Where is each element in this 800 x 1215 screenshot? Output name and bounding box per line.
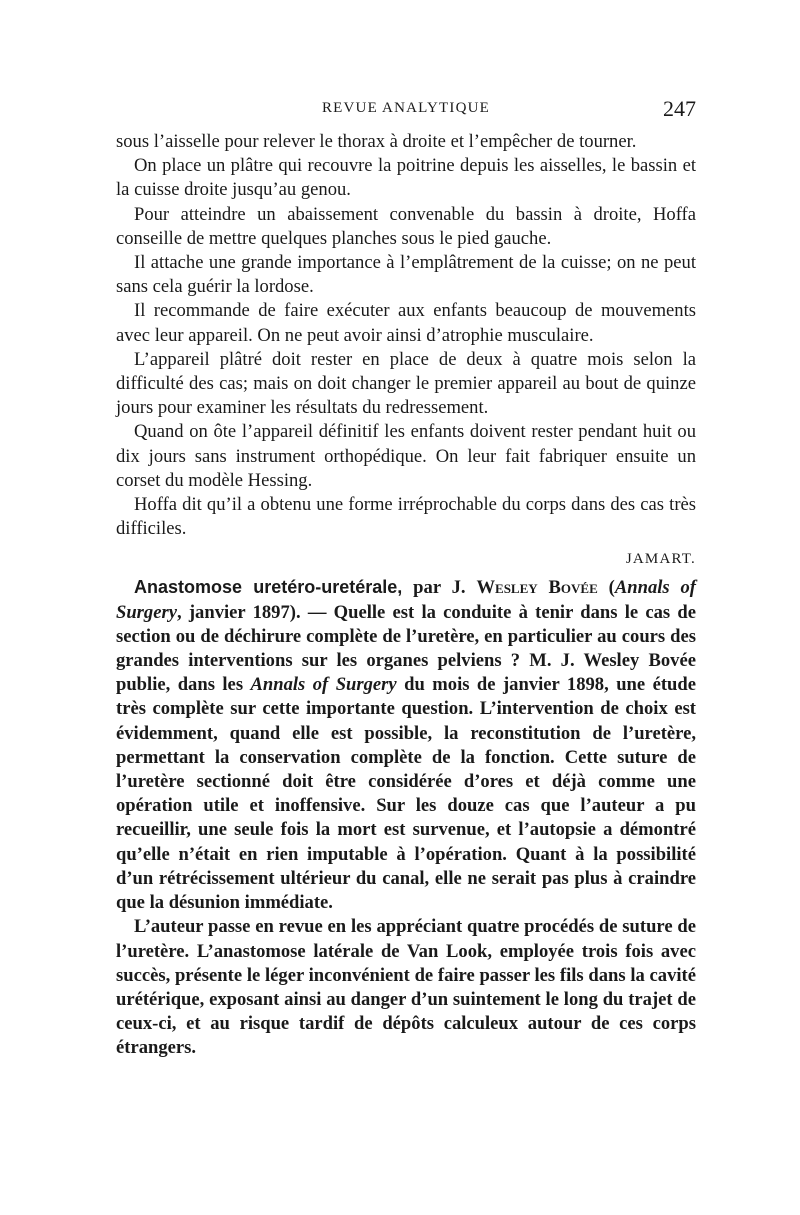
author-signature: JAMART. xyxy=(625,551,696,568)
article-journal-ref: Annals of Surgery xyxy=(250,674,397,696)
paragraph: Il recommande de faire exécuter aux enfants beaucoup de mouvements avec leur appareil. On ne peut avoir ainsi d’atrophie musculaire. xyxy=(116,300,696,346)
paragraph: L’auteur passe en revue en les appréciant quatre procédés de suture de l’uretère. L’anastomose latérale de Van Look, employée trois fois avec succès, présente le léger inconvénient de faire passer les fils dans la cavité urétérique, exposant ainsi au danger d’un suintement le long du trajet de ceux-ci, et au risque tardif de dépôts calculeux autour de ces corps étrangers. xyxy=(116,916,696,1059)
article-author: Wesley Bovée xyxy=(476,577,598,599)
article-body-cont: du mois de janvier 1898, une étude très complète sur cette importante question. L’intervention de choix est évidemment, quand elle est possible, la reconstitution de l’uretère, permettant la conservation complète de la fonction. Cette suture de l’uretère sectionné doit être considérée d’ores et déjà comme une opération utile et inoffensive. Sur les douze cas que l’auteur a pu recueillir, une seule fois la mort est survenue, et l’autopsie a démontré qu’elle n’était en rien imputable à l’opération. Quant à la possibilité d’un rétrécissement ultérieur du canal, elle ne serait pas plus à craindre que la désunion immédiate. xyxy=(116,674,696,914)
paragraph: Il attache une grande importance à l’emplâtrement de la cuisse; on ne peut sans cela guérir la lordose. xyxy=(116,252,696,298)
article-body: Quelle est la conduite à tenir dans le cas de section ou de déchirure complète de l’uretère, en particulier au cours des grandes interventions sur les organes pelviens ? M. J. Wesley Bovée publie, dans les xyxy=(116,601,696,696)
article-journal: Annals of Surgery xyxy=(116,577,697,623)
paragraph: Quand on ôte l’appareil définitif les enfants doivent rester pendant huit ou dix jours sans instrument orthopédique. On leur fait fabriquer ensuite un corset du modèle Hessing. xyxy=(116,421,696,491)
paragraph: Hoffa dit qu’il a obtenu une forme irréprochable du corps dans des cas très difficiles. xyxy=(116,494,696,540)
page-header xyxy=(116,96,696,130)
article-title: Anastomose uretéro-uretérale, xyxy=(134,577,403,598)
article-paren: ( xyxy=(597,577,615,599)
body-text xyxy=(116,130,696,1061)
paragraph: sous l’aisselle pour relever le thorax à droite et l’empêcher de tourner. xyxy=(116,131,637,152)
page-number: 247 xyxy=(663,96,696,121)
paragraph: On place un plâtre qui recouvre la poitrine depuis les aisselles, le bassin et la cuisse droite jusqu’au genou. xyxy=(116,155,696,201)
article-date: , janvier 1897). — xyxy=(176,601,334,623)
running-head: REVUE ANALYTIQUE xyxy=(321,100,491,116)
paragraph: Pour atteindre un abaissement convenable du bassin à droite, Hoffa conseille de mettre quelques planches sous le pied gauche. xyxy=(116,203,696,249)
article-paragraph xyxy=(116,575,696,915)
paragraph: L’appareil plâtré doit rester en place de deux à quatre mois selon la difficulté des cas; mais on doit changer le premier appareil au bout de quinze jours pour examiner les résultats du redressement. xyxy=(116,348,696,419)
article-by: par J. xyxy=(402,577,477,599)
